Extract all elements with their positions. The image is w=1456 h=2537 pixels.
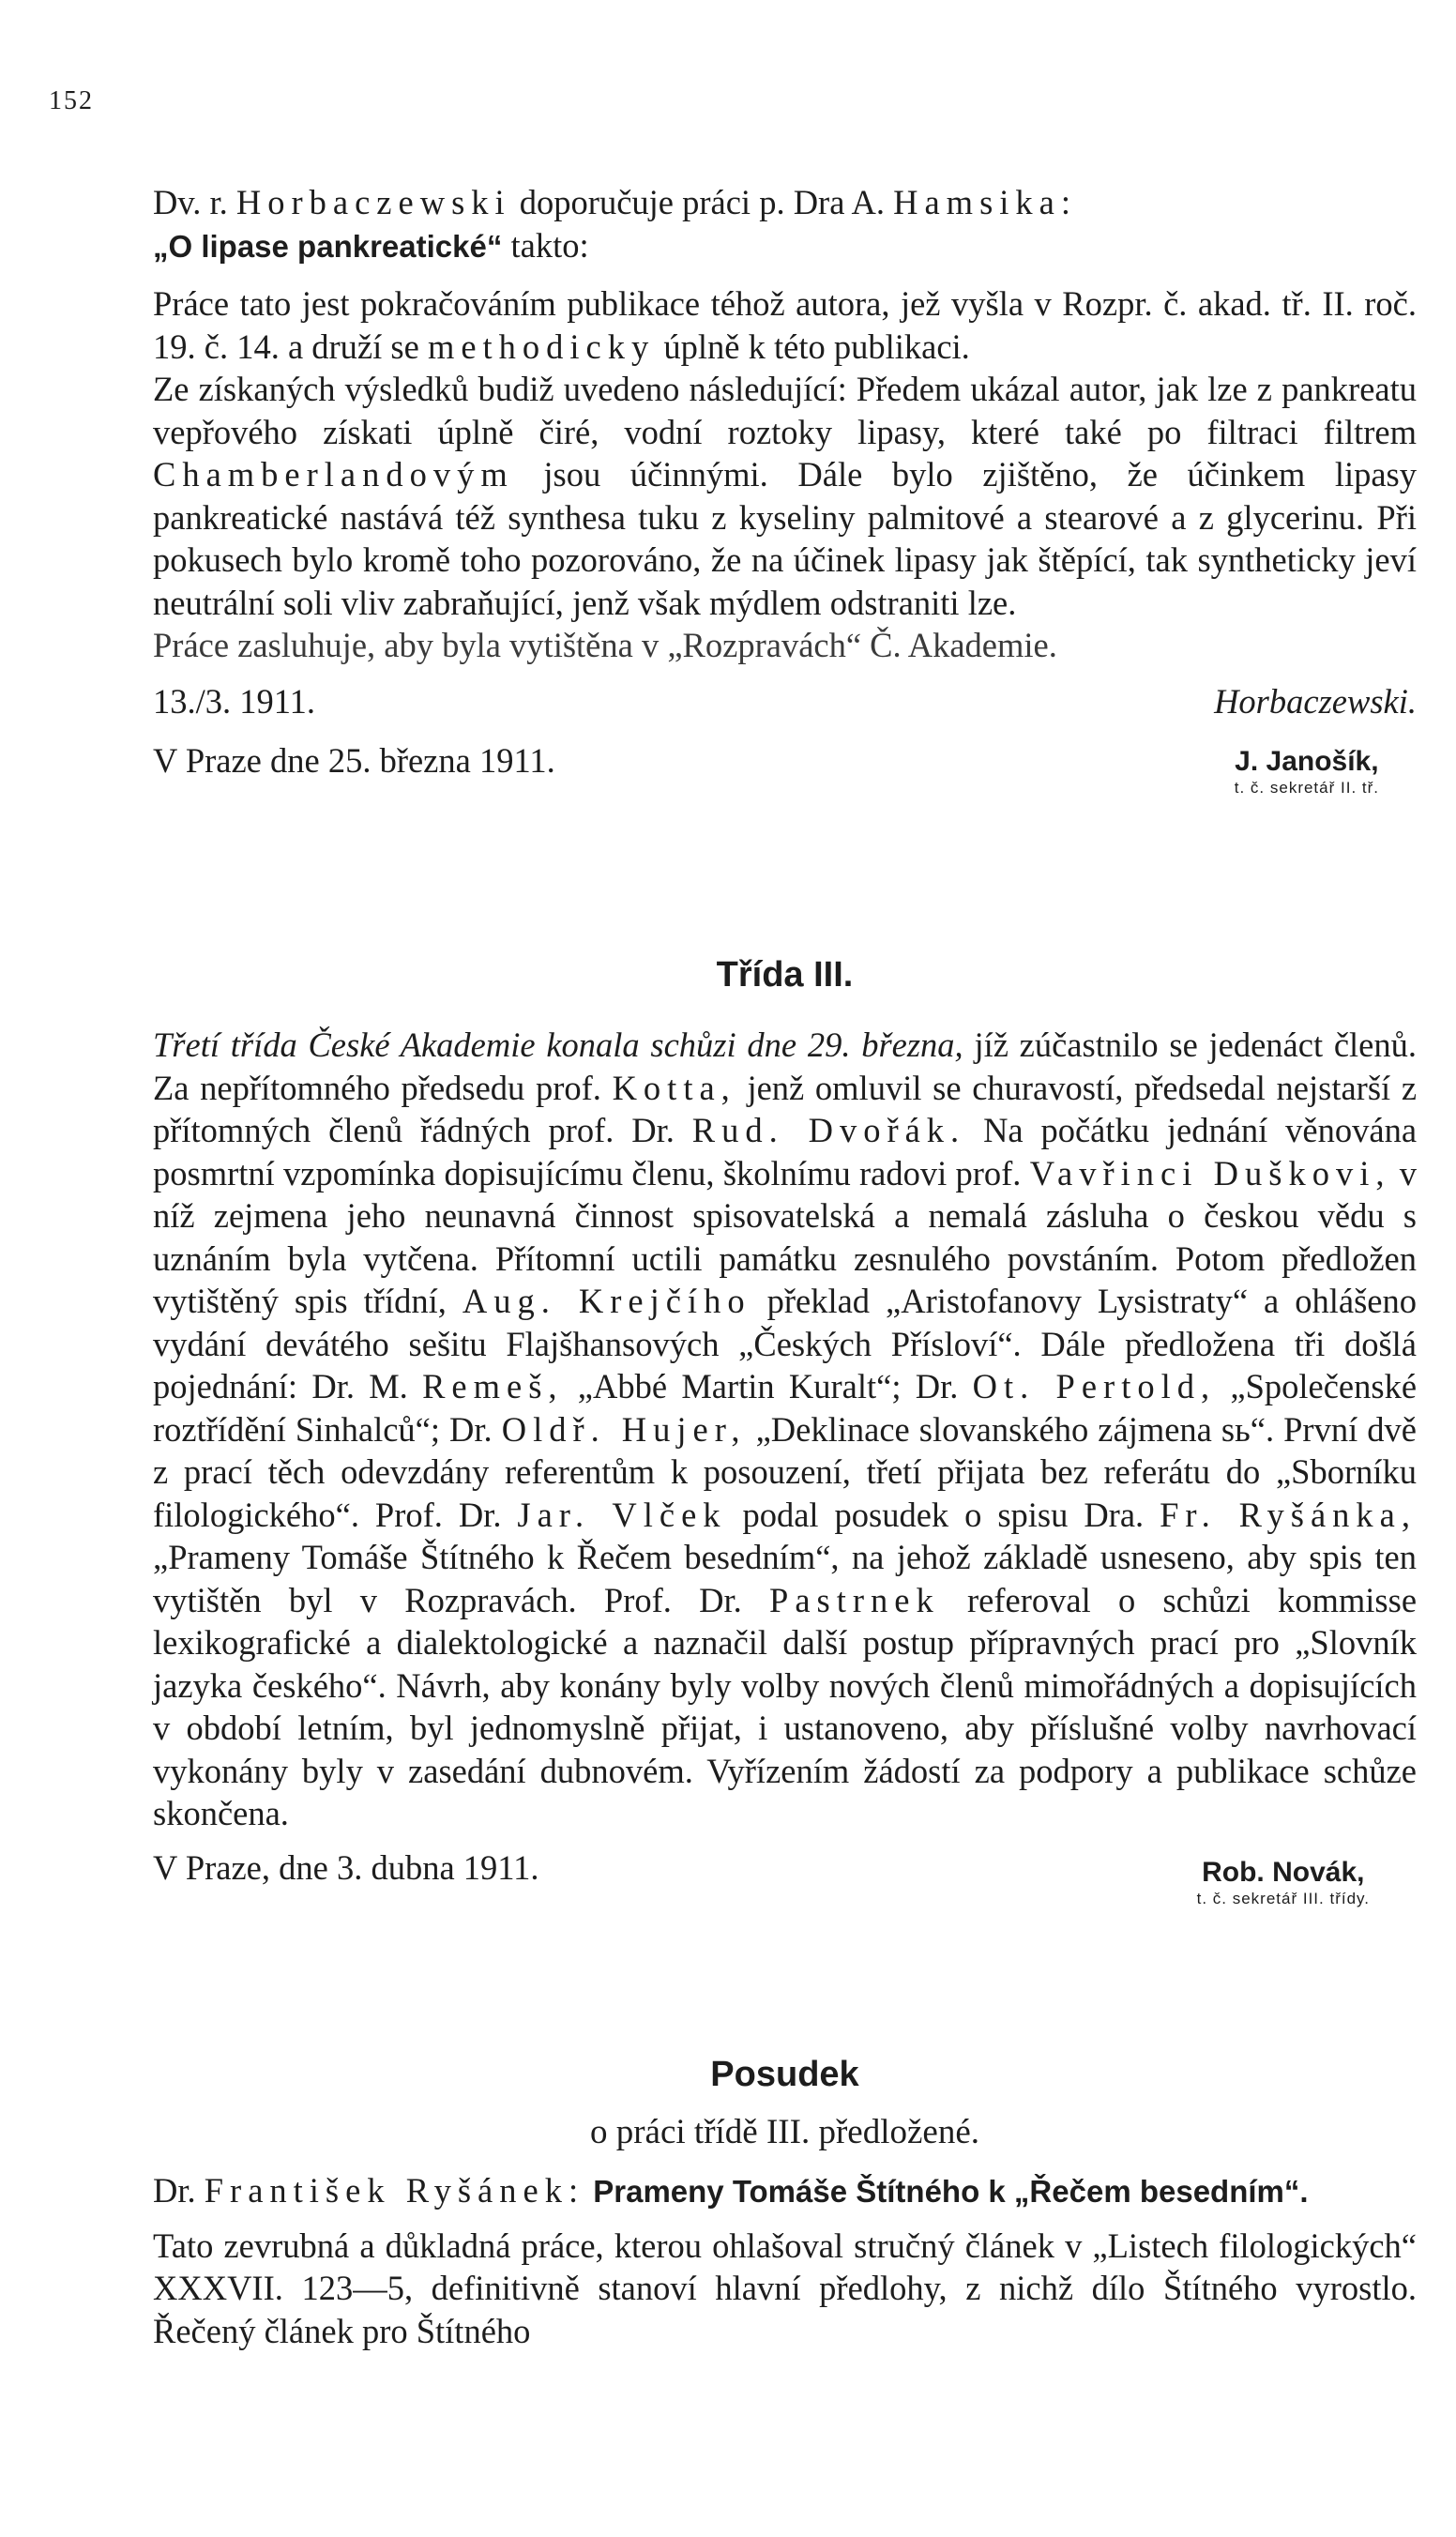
author-name: František Ryšánek: [204,2171,585,2210]
paragraph: Práce zasluhuje, aby byla vytištěna v „Rozpravách“ Č. Akademie. [153,626,1057,664]
date-signature-row [153,680,1417,722]
paragraph: Ze získaných výsledků budiž uvedeno následující: Předem ukázal autor, jak lze z pankreatu vepřového získati úplně čiré, vodní roztoky lipasy, které také po filtraci filtrem Chamberlandovým jsou účinnými. Dále bylo zjištěno, že účinkem lipasy pankreatické nastává též synthesa tuku z kyseliny palmitové a stearové a z glycerinu. Při pokusech bylo kromě toho pozorováno, že na účinek lipasy jak štěpící, tak syntheticky jeví neutrální soli vliv zabraňující, jenž však mýdlem odstraniti lze. [153,370,1418,622]
section-heading: Třída III. [716,955,854,995]
report-intro: Dv. r. Horbaczewski doporučuje práci p. Dra A. Hamsika: „O lipase pankreatické“ takto: [153,183,1078,265]
place-signature-row [153,1846,1417,1908]
review-subheading: o práci třídě III. předložené. [589,2113,979,2151]
paragraph: Tato zevrubná a důkladná práce, kterou ohlašoval stručný článek v „Listech filologických“ XXXVII. 123—5, definitivně stanoví hlavní předlohy, z nichž dílo Štítného vyrostlo. Řečený článek pro Štítného [153,2226,1417,2350]
place-date: V Praze, dne 3. dubna 1911. [153,1847,539,1887]
meeting-report: Třetí třída České Akademie konala schůzi dne 29. března, jíž zúčastnilo se jedenáct členů. Za nepřítomného předsedu prof. Kotta, jenž omluvil se churavostí, předsedal nejstarší z přítomných členů řádných prof. Dr. Rud. Dvořák. Na počátku jednání věnována posmrtní vzpomínka dopisujícímu členu, školnímu radovi prof. Vavřinci Duškovi, v níž zejmena jeho neunavná činnost spisovatelská a nemalá zásluha o českou vědu s uznáním byla vytčena. Přítomní uctili památku zesnulého povstáním. Potom předložen vytištěný spis třídní, Aug. Krejčího překlad „Aristofanovy Lysistraty“ a ohlášeno vydání devátého sešitu Flajšhansových „Českých Přísloví“. Dále předložena tři došlá pojednání: Dr. M. Remeš, „Abbé Martin Kuralt“; Dr. Ot. Pertold, „Společenské roztřídění Sinhalců“; Dr. Oldř. Hujer, „Deklinace slovanského zájmena sь“. První dvě z prací těch odevzdány referentům k posouzení, třetí přijata bez referátu do „Sborníku filologického“. Prof. Dr. Jar. Vlček podal posudek o spisu Dra. Fr. Ryšánka, „Prameny Tomáše Štítného k Řečem besedním“, na jehož základě usneseno, aby spis ten vytištěn byl v Rozpravách. Prof. Dr. Pastrnek referoval o schůzi kommisse lexikografické a dialektologické a naznačil další postup přípravných prací pro „Slovník jazyka českého“. Návrh, aby konány byly volby nových členů mimořádných a dopisujících v období letním, byl jednomyslně přijat, i ustanoveno, aby příslušné volby navrhovací vykonány byly v zasedání dubnovém. Vyřízením žádostí za podpory a publikace schůze skončena. [153,1025,1418,1832]
section-horbaczewski-report [153,181,1417,798]
place-signature-row [153,739,1417,798]
section-class-three [153,955,1417,1908]
date: 13./3. 1911. [153,681,316,721]
work-title: Prameny Tomáše Štítného k „Řečem besedním“. [593,2174,1309,2209]
place-date: V Praze dne 25. března 1911. [153,740,555,780]
author-name: Horbaczewski [235,183,511,221]
review-intro: Dr. František Ryšánek: Prameny Tomáše Štítného k „Řečem besedním“. [153,2171,1309,2210]
secretary-signature: J. Janošík, t. č. sekretář II. tř. [1234,745,1379,797]
section-review [153,2055,1417,2352]
author-signature: Horbaczewski. [1214,681,1417,721]
secretary-signature: Rob. Novák, t. č. sekretář III. třídy. [1196,1856,1370,1907]
page-number: 152 [49,86,94,115]
review-heading: Posudek [710,2055,859,2094]
work-title: „O lipase pankreatické“ [153,228,503,264]
paragraph: Práce tato jest pokračováním publikace téhož autora, jež vyšla v Rozpr. č. akad. tř. II. roč. 19. č. 14. a druží se methodicky úplně k této publikaci. [153,284,1417,366]
author-name: Hamsika: [893,183,1078,221]
